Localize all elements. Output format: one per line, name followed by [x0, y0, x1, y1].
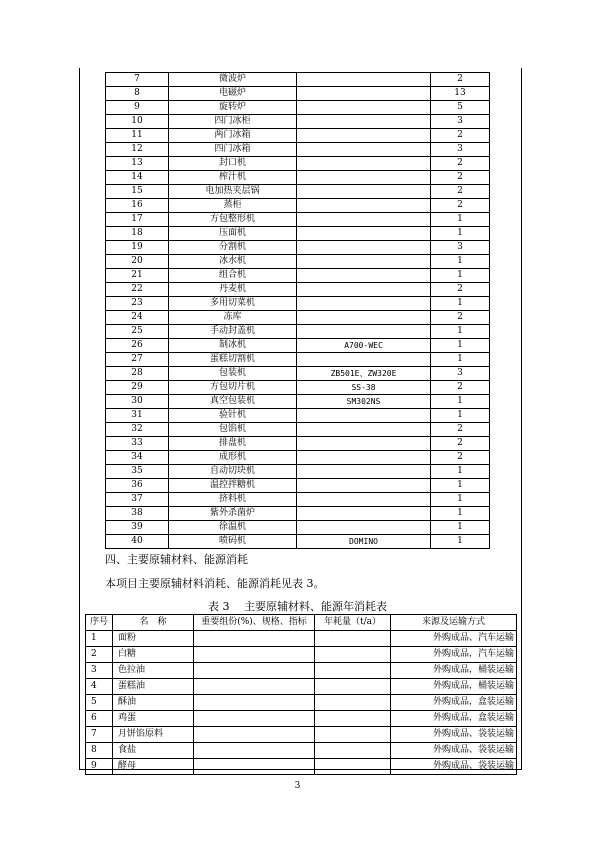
- table-row: [106, 353, 490, 367]
- equipment-model: [297, 171, 431, 185]
- equipment-name: 排盘机: [169, 437, 297, 451]
- equipment-quantity: 1: [431, 297, 490, 311]
- table-row: [106, 129, 490, 143]
- material-name: 色拉油: [113, 663, 194, 679]
- material-amount: [315, 647, 391, 663]
- equipment-quantity: 2: [431, 185, 490, 199]
- table-row: [106, 269, 490, 283]
- equipment-name: 四门冰柜: [169, 115, 297, 129]
- row-number: 17: [106, 213, 169, 227]
- material-spec: [194, 759, 315, 775]
- row-number: 27: [106, 353, 169, 367]
- equipment-model: [297, 437, 431, 451]
- table-row: [106, 311, 490, 325]
- row-number: 29: [106, 381, 169, 395]
- row-number: 33: [106, 437, 169, 451]
- table-row: [106, 171, 490, 185]
- equipment-model: [297, 493, 431, 507]
- material-name: 面粉: [113, 631, 194, 647]
- equipment-model: SM302NS: [297, 395, 431, 409]
- row-number: 25: [106, 325, 169, 339]
- equipment-name: 温控拌糖机: [169, 479, 297, 493]
- table-row: [106, 339, 490, 353]
- equipment-name: 方包整形机: [169, 213, 297, 227]
- material-spec: [194, 647, 315, 663]
- table-row: [86, 711, 517, 727]
- equipment-quantity: 1: [431, 325, 490, 339]
- equipment-name: 丹麦机: [169, 283, 297, 297]
- material-number: 9: [86, 759, 113, 775]
- table-row: [86, 695, 517, 711]
- material-source: 外购成品，汽车运输: [391, 647, 517, 663]
- material-name: 白糖: [113, 647, 194, 663]
- row-number: 16: [106, 199, 169, 213]
- row-number: 21: [106, 269, 169, 283]
- equipment-model: [297, 311, 431, 325]
- material-spec: [194, 743, 315, 759]
- material-amount: [315, 759, 391, 775]
- material-amount: [315, 743, 391, 759]
- equipment-name: 包装机: [169, 367, 297, 381]
- table-row: [86, 759, 517, 775]
- material-source: 外购成品，桶装运输: [391, 679, 517, 695]
- material-name: 鸡蛋: [113, 711, 194, 727]
- equipment-name: 旋转炉: [169, 101, 297, 115]
- material-number: 7: [86, 727, 113, 743]
- equipment-quantity: 1: [431, 339, 490, 353]
- material-spec: [194, 695, 315, 711]
- equipment-quantity: 5: [431, 101, 490, 115]
- table-row: [106, 213, 490, 227]
- row-number: 39: [106, 521, 169, 535]
- equipment-quantity: 1: [431, 213, 490, 227]
- material-amount: [315, 679, 391, 695]
- material-amount: [315, 631, 391, 647]
- equipment-quantity: 2: [431, 129, 490, 143]
- equipment-quantity: 2: [431, 423, 490, 437]
- table-row: [106, 227, 490, 241]
- equipment-quantity: 3: [431, 143, 490, 157]
- section-title: 四、主要原辅材料、能源消耗: [105, 553, 248, 566]
- equipment-name: 真空包装机: [169, 395, 297, 409]
- material-name: 食盐: [113, 743, 194, 759]
- header-no: 序号: [86, 615, 113, 631]
- table-row: [106, 115, 490, 129]
- material-spec: [194, 711, 315, 727]
- table-row: [106, 297, 490, 311]
- row-number: 34: [106, 451, 169, 465]
- equipment-name: 四门冰箱: [169, 143, 297, 157]
- equipment-table: [105, 72, 490, 549]
- table-row: [86, 631, 517, 647]
- equipment-name: 方包切片机: [169, 381, 297, 395]
- material-name: 月饼馅原料: [113, 727, 194, 743]
- equipment-model: SS-38: [297, 381, 431, 395]
- table-row: [86, 647, 517, 663]
- row-number: 37: [106, 493, 169, 507]
- equipment-quantity: 3: [431, 367, 490, 381]
- equipment-model: [297, 451, 431, 465]
- equipment-model: DOMINO: [297, 535, 431, 549]
- table-row: [86, 679, 517, 695]
- table-row: [106, 409, 490, 423]
- row-number: 32: [106, 423, 169, 437]
- row-number: 30: [106, 395, 169, 409]
- equipment-model: [297, 87, 431, 101]
- equipment-name: 自动切块机: [169, 465, 297, 479]
- equipment-model: [297, 185, 431, 199]
- equipment-name: 制冰机: [169, 339, 297, 353]
- equipment-quantity: 1: [431, 521, 490, 535]
- material-amount: [315, 711, 391, 727]
- equipment-model: [297, 129, 431, 143]
- equipment-name: 包馅机: [169, 423, 297, 437]
- equipment-quantity: 1: [431, 227, 490, 241]
- material-source: 外购成品、袋装运输: [391, 759, 517, 775]
- equipment-name: 冰水机: [169, 255, 297, 269]
- table-row: [106, 451, 490, 465]
- material-spec: [194, 663, 315, 679]
- table-row: [106, 255, 490, 269]
- equipment-name: 徐温机: [169, 521, 297, 535]
- equipment-quantity: 3: [431, 115, 490, 129]
- row-number: 36: [106, 479, 169, 493]
- material-amount: [315, 727, 391, 743]
- equipment-model: A700-WEC: [297, 339, 431, 353]
- material-spec: [194, 679, 315, 695]
- materials-table: [85, 614, 517, 775]
- equipment-model: [297, 409, 431, 423]
- table-row: [106, 437, 490, 451]
- material-source: 外购成品、袋装运输: [391, 743, 517, 759]
- header-spec: 重要组份(%)、规格、指标: [194, 615, 315, 631]
- equipment-model: [297, 143, 431, 157]
- row-number: 11: [106, 129, 169, 143]
- equipment-name: 压面机: [169, 227, 297, 241]
- equipment-name: 冻库: [169, 311, 297, 325]
- equipment-model: [297, 241, 431, 255]
- material-source: 外购成品、汽车运输: [391, 631, 517, 647]
- equipment-name: 蛋糕切割机: [169, 353, 297, 367]
- table-row: [86, 727, 517, 743]
- table-row: [106, 479, 490, 493]
- equipment-model: [297, 423, 431, 437]
- equipment-model: [297, 73, 431, 87]
- equipment-quantity: 1: [431, 535, 490, 549]
- row-number: 9: [106, 101, 169, 115]
- material-name: 酵母: [113, 759, 194, 775]
- equipment-name: 电磁炉: [169, 87, 297, 101]
- page-number: 3: [294, 781, 301, 791]
- table-row: [106, 423, 490, 437]
- table-row: [106, 143, 490, 157]
- equipment-name: 微波炉: [169, 73, 297, 87]
- equipment-model: [297, 101, 431, 115]
- row-number: 31: [106, 409, 169, 423]
- material-number: 1: [86, 631, 113, 647]
- material-number: 6: [86, 711, 113, 727]
- equipment-quantity: 1: [431, 353, 490, 367]
- table-row: [106, 367, 490, 381]
- material-number: 4: [86, 679, 113, 695]
- equipment-quantity: 1: [431, 465, 490, 479]
- material-amount: [315, 663, 391, 679]
- table-row: [86, 663, 517, 679]
- equipment-model: [297, 213, 431, 227]
- material-name: 酥油: [113, 695, 194, 711]
- header-amount: 年耗量（t/a）: [315, 615, 391, 631]
- equipment-name: 分割机: [169, 241, 297, 255]
- equipment-quantity: 2: [431, 171, 490, 185]
- equipment-model: [297, 325, 431, 339]
- material-source: 外购成品，桶装运输: [391, 663, 517, 679]
- equipment-model: [297, 227, 431, 241]
- table-row: [106, 87, 490, 101]
- equipment-model: [297, 157, 431, 171]
- equipment-name: 封口机: [169, 157, 297, 171]
- equipment-quantity: 3: [431, 241, 490, 255]
- row-number: 26: [106, 339, 169, 353]
- table-row: [106, 241, 490, 255]
- materials-header-row: [86, 615, 517, 631]
- material-number: 3: [86, 663, 113, 679]
- row-number: 40: [106, 535, 169, 549]
- material-number: 8: [86, 743, 113, 759]
- equipment-name: 紫外杀菌炉: [169, 507, 297, 521]
- row-number: 10: [106, 115, 169, 129]
- row-number: 20: [106, 255, 169, 269]
- table-row: [106, 507, 490, 521]
- table-row: [106, 325, 490, 339]
- equipment-quantity: 2: [431, 437, 490, 451]
- row-number: 14: [106, 171, 169, 185]
- table-row: [106, 465, 490, 479]
- equipment-quantity: 1: [431, 409, 490, 423]
- material-source: 外购成品，盒装运输: [391, 711, 517, 727]
- equipment-name: 多用切菜机: [169, 297, 297, 311]
- equipment-quantity: 1: [431, 255, 490, 269]
- equipment-name: 两门冰箱: [169, 129, 297, 143]
- equipment-model: [297, 115, 431, 129]
- table-row: [106, 381, 490, 395]
- equipment-model: [297, 269, 431, 283]
- equipment-name: 组合机: [169, 269, 297, 283]
- equipment-model: [297, 521, 431, 535]
- equipment-name: 蒸柜: [169, 199, 297, 213]
- equipment-model: [297, 353, 431, 367]
- equipment-quantity: 1: [431, 507, 490, 521]
- equipment-quantity: 2: [431, 451, 490, 465]
- material-source: 外购成品，盒装运输: [391, 695, 517, 711]
- equipment-quantity: 2: [431, 199, 490, 213]
- table-row: [106, 395, 490, 409]
- table-row: [86, 743, 517, 759]
- material-number: 2: [86, 647, 113, 663]
- equipment-model: [297, 465, 431, 479]
- material-source: 外购成品、袋装运输: [391, 727, 517, 743]
- equipment-name: 榨汁机: [169, 171, 297, 185]
- equipment-model: [297, 255, 431, 269]
- equipment-name: 验针机: [169, 409, 297, 423]
- table-caption: 表 3 主要原辅材料、能源年消耗表: [208, 600, 387, 613]
- equipment-name: 挤料机: [169, 493, 297, 507]
- material-spec: [194, 631, 315, 647]
- equipment-model: [297, 507, 431, 521]
- table-row: [106, 283, 490, 297]
- equipment-model: [297, 283, 431, 297]
- row-number: 12: [106, 143, 169, 157]
- section-text: 本项目主要原辅材料消耗、能源消耗见表 3。: [105, 577, 325, 590]
- equipment-quantity: 2: [431, 157, 490, 171]
- row-number: 24: [106, 311, 169, 325]
- table-row: [106, 199, 490, 213]
- equipment-quantity: 2: [431, 311, 490, 325]
- table-row: [106, 521, 490, 535]
- material-number: 5: [86, 695, 113, 711]
- equipment-name: 成形机: [169, 451, 297, 465]
- equipment-quantity: 1: [431, 493, 490, 507]
- row-number: 7: [106, 73, 169, 87]
- equipment-name: 喷码机: [169, 535, 297, 549]
- equipment-quantity: 2: [431, 73, 490, 87]
- table-row: [106, 493, 490, 507]
- equipment-model: [297, 199, 431, 213]
- row-number: 15: [106, 185, 169, 199]
- equipment-quantity: 2: [431, 283, 490, 297]
- equipment-model: ZB501E、ZW320E: [297, 367, 431, 381]
- table-row: [106, 185, 490, 199]
- equipment-quantity: 1: [431, 395, 490, 409]
- equipment-quantity: 2: [431, 381, 490, 395]
- table-row: [106, 101, 490, 115]
- equipment-name: 电加热夹层锅: [169, 185, 297, 199]
- row-number: 13: [106, 157, 169, 171]
- row-number: 22: [106, 283, 169, 297]
- row-number: 19: [106, 241, 169, 255]
- equipment-quantity: 1: [431, 479, 490, 493]
- row-number: 8: [106, 87, 169, 101]
- table-row: [106, 157, 490, 171]
- row-number: 23: [106, 297, 169, 311]
- row-number: 28: [106, 367, 169, 381]
- equipment-quantity: 1: [431, 269, 490, 283]
- row-number: 38: [106, 507, 169, 521]
- equipment-name: 手动封盖机: [169, 325, 297, 339]
- header-name: 名 称: [113, 615, 194, 631]
- header-source: 来源及运输方式: [391, 615, 517, 631]
- material-name: 蛋糕油: [113, 679, 194, 695]
- table-row: [106, 73, 490, 87]
- equipment-quantity: 13: [431, 87, 490, 101]
- row-number: 18: [106, 227, 169, 241]
- material-spec: [194, 727, 315, 743]
- table-row: [106, 535, 490, 549]
- row-number: 35: [106, 465, 169, 479]
- equipment-model: [297, 479, 431, 493]
- equipment-model: [297, 297, 431, 311]
- material-amount: [315, 695, 391, 711]
